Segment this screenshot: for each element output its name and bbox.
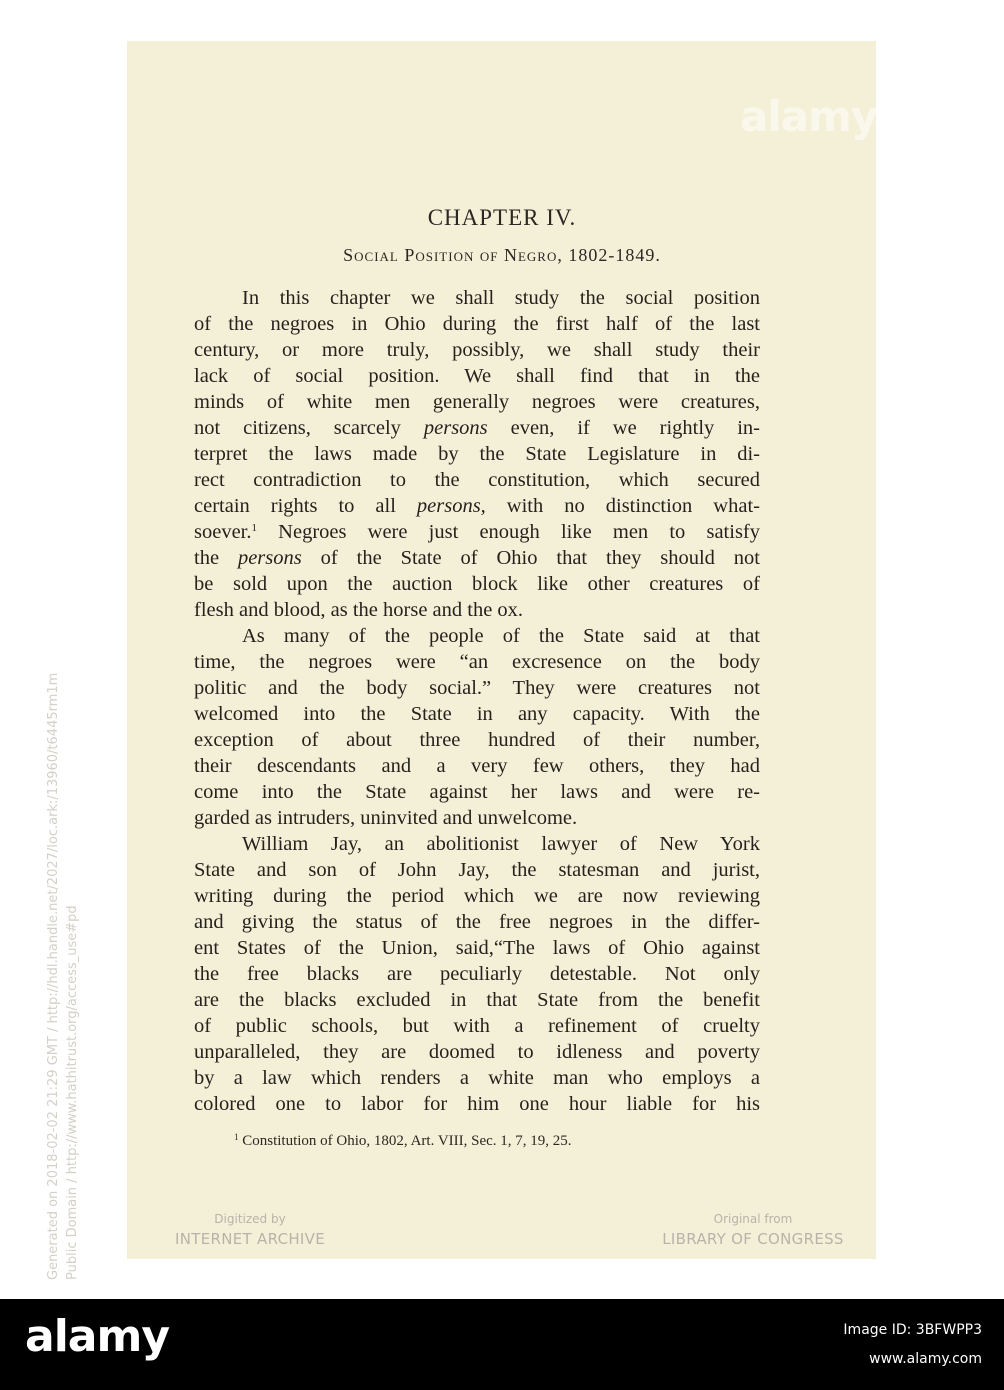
body-line: of the negroes in Ohio during the first half of the last xyxy=(194,313,760,335)
body-line: of public schools, but with a refinement of cruelty xyxy=(194,1015,760,1037)
footnote-reference: 1 xyxy=(251,522,257,534)
body-line xyxy=(194,415,760,441)
body-line: ent States of the Union, said,“The laws of Ohio against xyxy=(194,937,760,959)
body-line: writing during the period which we are now reviewing xyxy=(194,885,760,907)
line-segment: Negroes were just enough like men to satisfy xyxy=(257,521,760,543)
body-line: their descendants and a very few others, they had xyxy=(194,755,760,777)
body-line: unparalleled, they are doomed to idleness and poverty xyxy=(194,1041,760,1063)
body-line: lack of social position. We shall find that in the xyxy=(194,365,760,387)
side-watermark-line-2: Public Domain / http://www.hathitrust.org/access_use#pd xyxy=(65,905,80,1280)
italic-term: persons, xyxy=(416,495,486,517)
side-watermark-line-1: Generated on 2018-02-02 21:29 GMT / http://hdl.handle.net/2027/loc.ark:/13960/t6445rm1m xyxy=(46,672,61,1280)
alamy-logo: alamy xyxy=(25,1311,169,1362)
line-segment: with no distinction what- xyxy=(485,495,760,517)
line-segment: certain rights to all xyxy=(194,495,417,517)
line-segment: not citizens, scarcely xyxy=(194,417,424,439)
body-line: time, the negroes were “an excresence on the body xyxy=(194,651,760,673)
body-line: exception of about three hundred of their number, xyxy=(194,729,760,751)
body-line: flesh and blood, as the horse and the ox. xyxy=(194,599,524,621)
footnote-mark: 1 xyxy=(234,1132,239,1142)
line-segment: even, if we rightly in- xyxy=(487,417,761,439)
italic-term: persons xyxy=(423,417,488,439)
body-line: minds of white men generally negroes were creatures, xyxy=(194,391,760,413)
body-line: and giving the status of the free negroes in the differ- xyxy=(194,911,760,933)
body-line: be sold upon the auction block like other creatures of xyxy=(194,573,760,595)
chapter-title: CHAPTER IV. xyxy=(427,205,577,230)
hathitrust-side-watermark xyxy=(44,480,82,1280)
site-url-label: www.alamy.com xyxy=(869,1351,982,1367)
italic-term: persons xyxy=(237,547,302,569)
body-line: welcomed into the State in any capacity. With the xyxy=(194,703,760,725)
digitized-by-label: Digitized by xyxy=(214,1212,286,1226)
body-line: As many of the people of the State said at that xyxy=(242,625,760,647)
body-line xyxy=(194,493,760,519)
body-line: colored one to labor for him one hour liable for his xyxy=(194,1093,760,1115)
body-line: William Jay, an abolitionist lawyer of New York xyxy=(242,833,760,855)
original-from-label: Original from xyxy=(713,1212,793,1226)
line-segment: of the State of Ohio that they should not xyxy=(301,547,760,569)
body-line: by a law which renders a white man who employs a xyxy=(194,1067,760,1089)
footnote xyxy=(234,1133,572,1150)
body-line: politic and the body social.” They were creatures not xyxy=(194,677,760,699)
body-line: century, or more truly, possibly, we shall study their xyxy=(194,339,760,361)
stock-watermark-logo: alamy xyxy=(740,92,878,141)
internet-archive-label: INTERNET ARCHIVE xyxy=(175,1230,325,1248)
body-line: In this chapter we shall study the social position xyxy=(242,287,760,309)
body-line: rect contradiction to the constitution, which secured xyxy=(194,469,760,491)
chapter-subtitle: Social Position of Negro, 1802-1849. xyxy=(343,245,661,265)
body-line: terpret the laws made by the State Legislature in di- xyxy=(194,443,760,465)
body-line xyxy=(194,545,760,571)
body-line: State and son of John Jay, the statesman and jurist, xyxy=(194,859,760,881)
line-segment: the xyxy=(194,547,238,569)
body-line: the free blacks are peculiarly detestable. Not only xyxy=(194,963,760,985)
body-line: come into the State against her laws and were re- xyxy=(194,781,760,803)
image-id-label: Image ID: 3BFWPP3 xyxy=(843,1322,982,1338)
body-line: are the blacks excluded in that State from the benefit xyxy=(194,989,760,1011)
body-line xyxy=(194,519,760,545)
original-from-block xyxy=(648,1211,858,1250)
library-of-congress-label: LIBRARY OF CONGRESS xyxy=(662,1230,844,1248)
body-line: garded as intruders, uninvited and unwelcome. xyxy=(194,807,578,829)
digitized-by-block xyxy=(160,1211,340,1250)
line-segment: soever. xyxy=(194,521,252,543)
footnote-text: Constitution of Ohio, 1802, Art. VIII, Sec. 1, 7, 19, 25. xyxy=(242,1133,572,1149)
